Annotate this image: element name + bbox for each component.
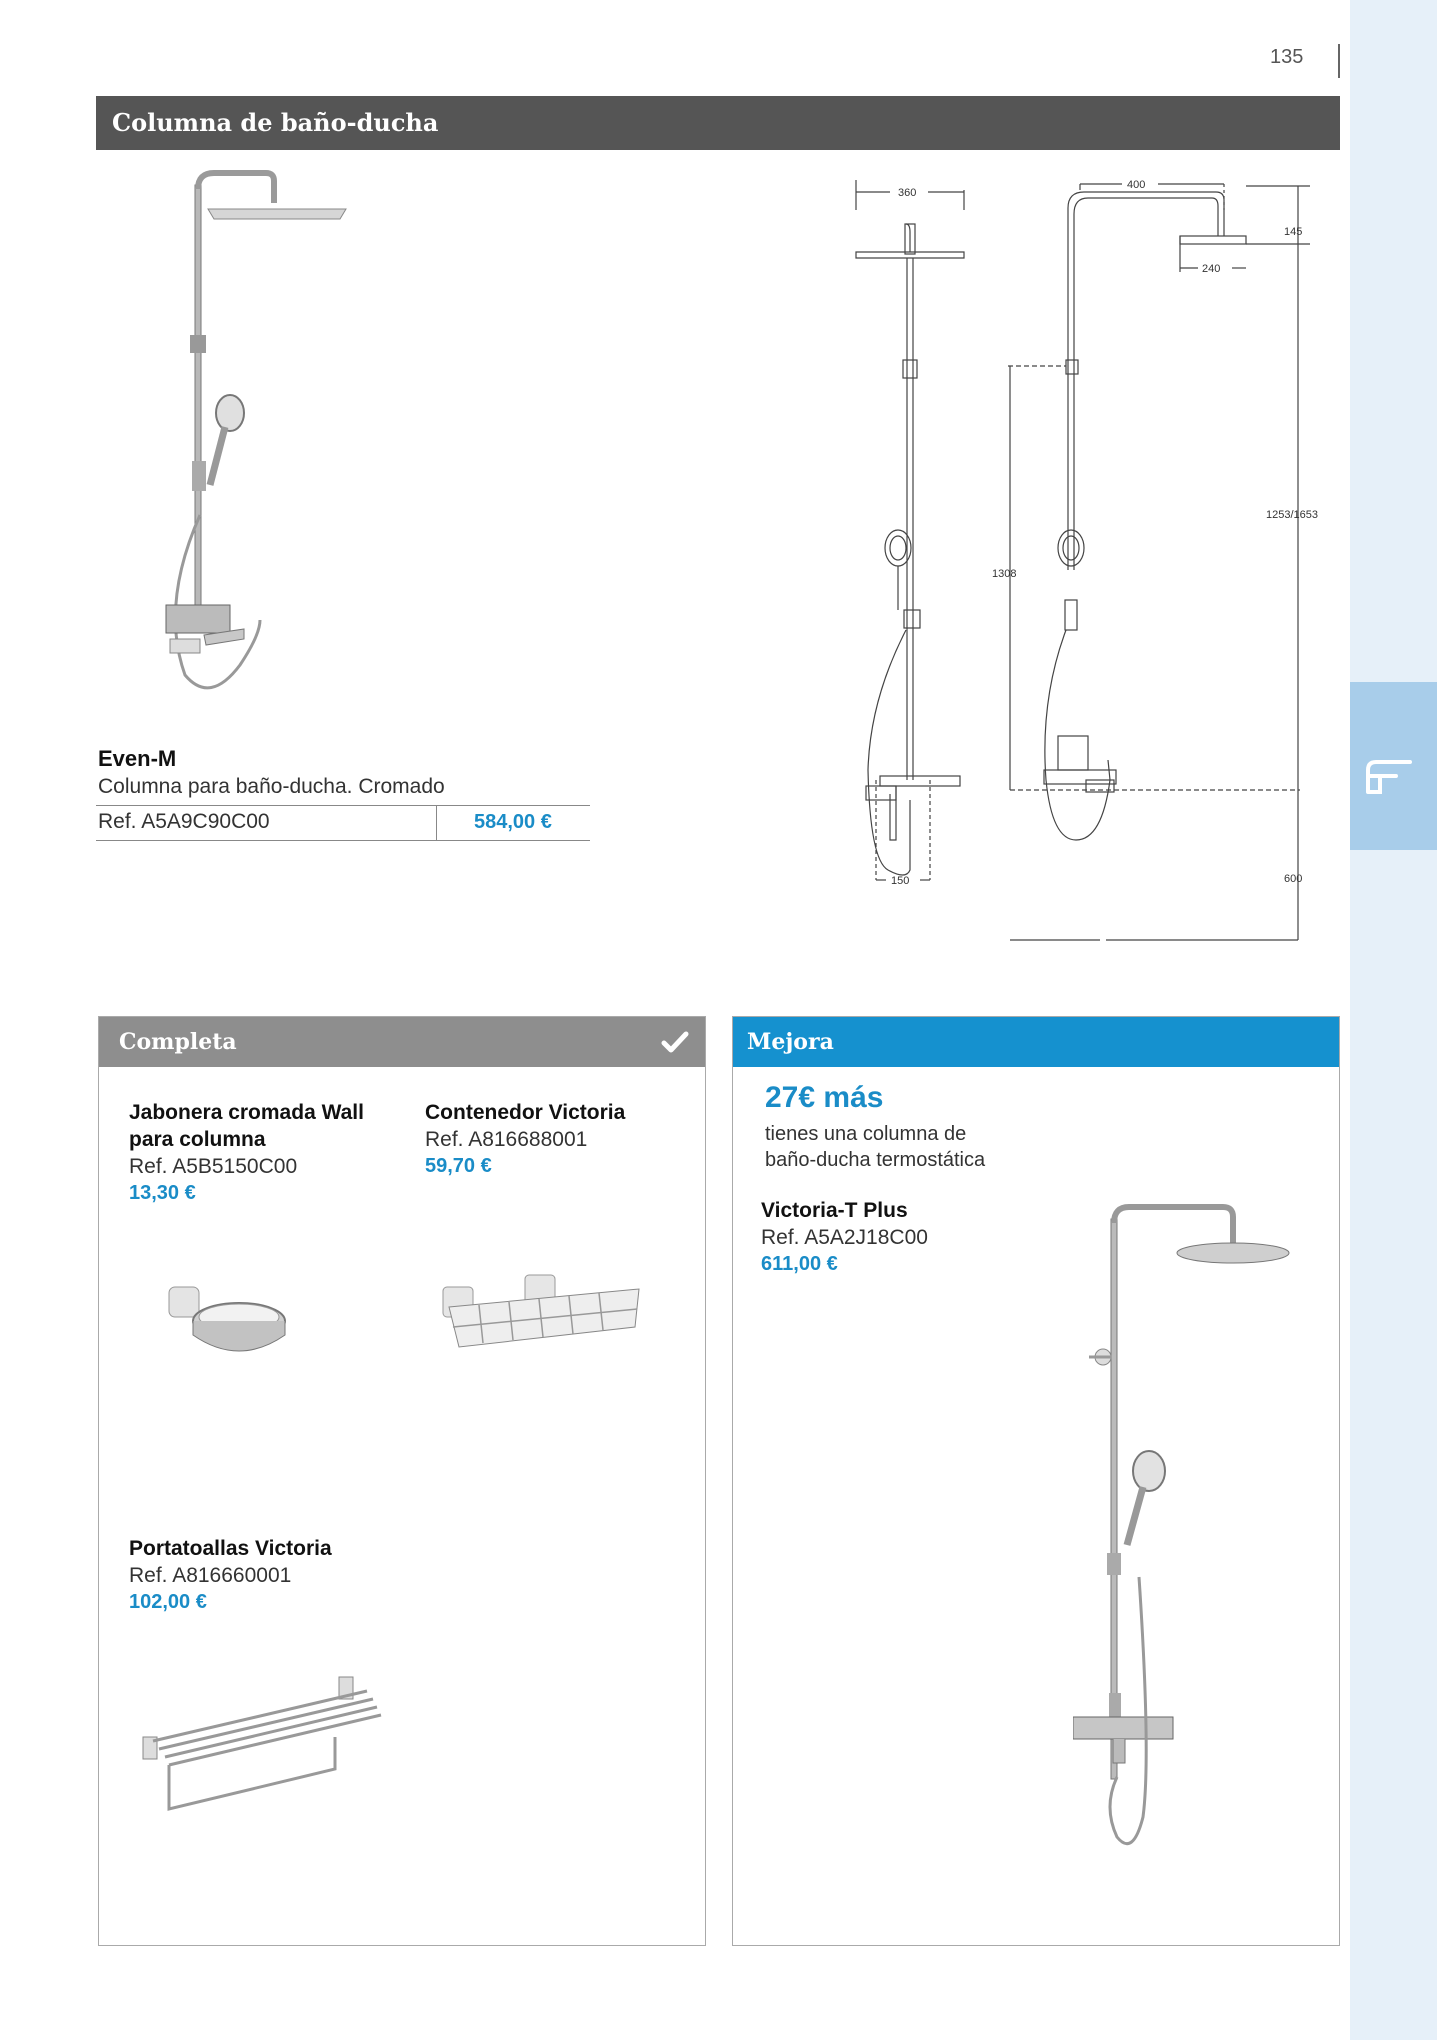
completa-box bbox=[98, 1016, 706, 1946]
accessory-price: 102,00 € bbox=[129, 1591, 207, 1613]
accessory-name: Contenedor Victoria bbox=[425, 1101, 626, 1124]
dimension-labels bbox=[891, 180, 1318, 887]
section-title-bar bbox=[96, 96, 1340, 150]
section-title: Columna de baño-ducha bbox=[112, 108, 439, 137]
towel-rack-image bbox=[139, 1667, 399, 1817]
accessory-name: Jabonera cromada Wall para columna bbox=[129, 1101, 364, 1151]
accessory-ref: Ref. A5B5150C00 bbox=[129, 1155, 298, 1178]
dim-360: 360 bbox=[898, 187, 917, 199]
ref-divider bbox=[436, 806, 437, 840]
product-description: Columna para baño-ducha. Cromado bbox=[98, 775, 445, 798]
soap-dish-image bbox=[159, 1277, 299, 1377]
mejora-box bbox=[732, 1016, 1340, 1946]
dim-150: 150 bbox=[891, 875, 910, 887]
checkmark-icon bbox=[661, 1030, 689, 1054]
accessory-price: 13,30 € bbox=[129, 1182, 196, 1204]
mejora-product-ref: Ref. A5A2J18C00 bbox=[761, 1226, 928, 1249]
mejora-product bbox=[761, 1197, 1021, 1278]
product-ref-row bbox=[96, 805, 590, 841]
accessory-soap-dish bbox=[129, 1099, 399, 1207]
accessory-towel-rack bbox=[129, 1535, 429, 1616]
accessory-ref: Ref. A816660001 bbox=[129, 1564, 292, 1587]
dim-1253-1653: 1253/1653 bbox=[1266, 509, 1318, 521]
dim-145: 145 bbox=[1284, 226, 1303, 238]
product-name: Even-M bbox=[98, 746, 177, 771]
product-photo-victoria-t-plus bbox=[1073, 1197, 1293, 1847]
dim-1308: 1308 bbox=[992, 568, 1017, 580]
mejora-description-line-2: baño-ducha termostática bbox=[765, 1149, 986, 1171]
completa-title: Completa bbox=[119, 1029, 237, 1055]
side-strip bbox=[1350, 0, 1437, 2040]
accessory-name: Portatoallas Victoria bbox=[129, 1537, 332, 1560]
mejora-header bbox=[733, 1017, 1339, 1067]
product-photo-even-m bbox=[140, 165, 370, 705]
completa-header bbox=[99, 1017, 705, 1067]
section-tab[interactable] bbox=[1350, 682, 1437, 850]
mejora-headline: 27€ más bbox=[765, 1081, 884, 1114]
page-number-divider bbox=[1338, 44, 1340, 78]
page-number: 135 bbox=[1270, 46, 1304, 68]
dim-600: 600 bbox=[1284, 873, 1303, 885]
dim-240: 240 bbox=[1202, 263, 1221, 275]
accessory-price: 59,70 € bbox=[425, 1155, 492, 1177]
technical-drawing bbox=[840, 180, 1340, 980]
mejora-title: Mejora bbox=[747, 1029, 834, 1055]
mejora-product-price: 611,00 € bbox=[761, 1253, 838, 1275]
dim-400: 400 bbox=[1127, 180, 1146, 191]
faucet-icon bbox=[1350, 682, 1437, 850]
mejora-description-line-1: tienes una columna de bbox=[765, 1123, 967, 1145]
accessory-container bbox=[425, 1099, 685, 1180]
mejora-product-name: Victoria-T Plus bbox=[761, 1199, 908, 1222]
product-ref: Ref. A5A9C90C00 bbox=[98, 810, 270, 833]
product-price: 584,00 € bbox=[474, 811, 552, 833]
accessory-ref: Ref. A816688001 bbox=[425, 1128, 588, 1151]
container-basket-image bbox=[439, 1267, 649, 1367]
